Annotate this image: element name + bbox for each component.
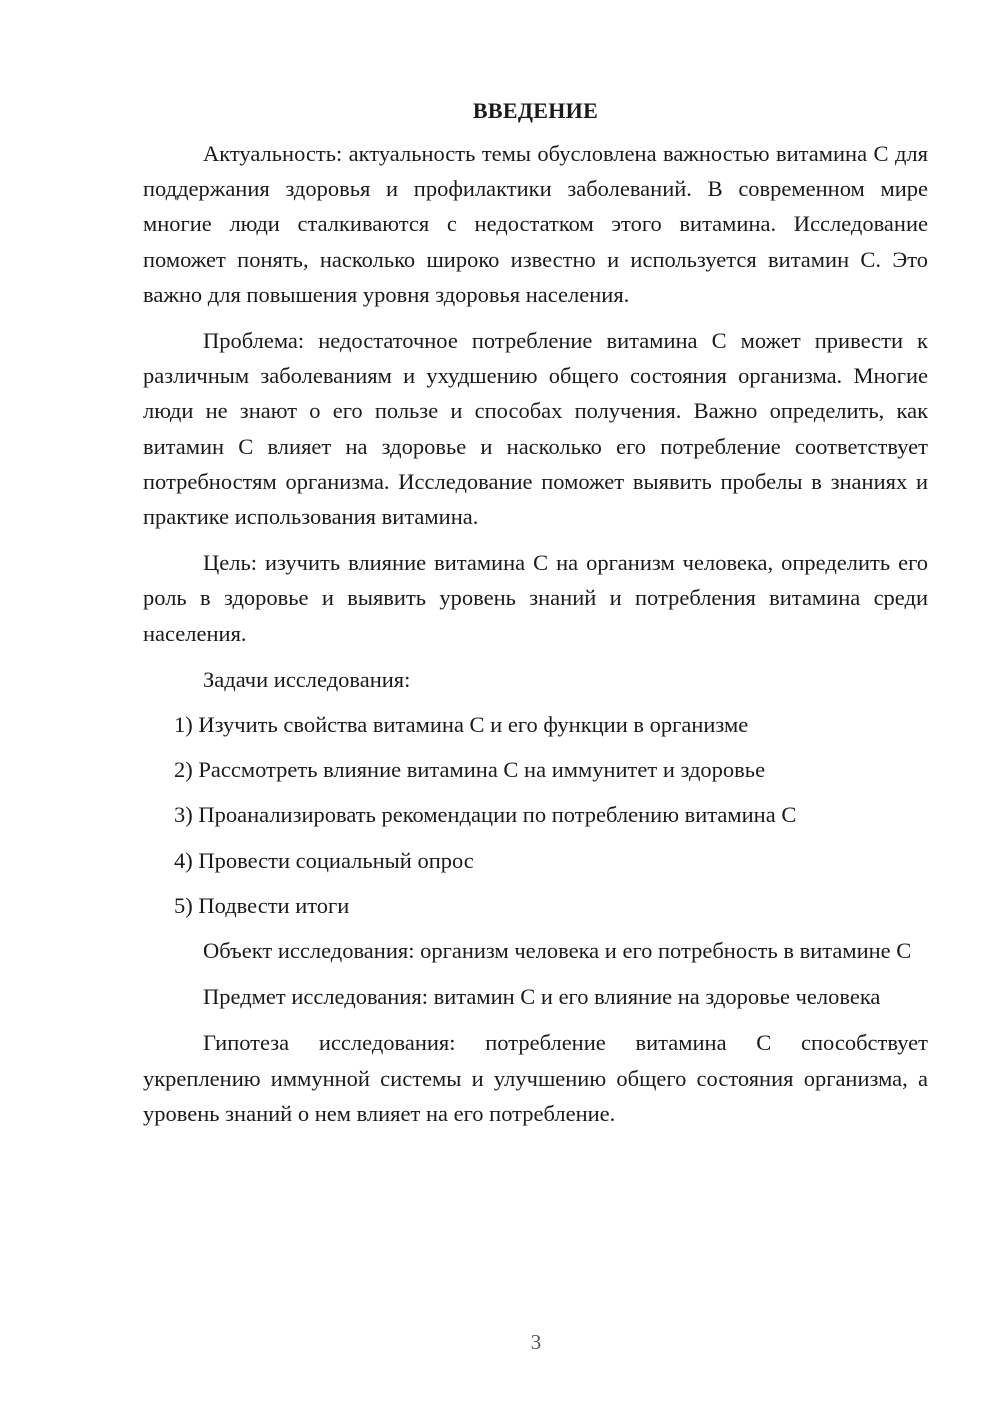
page-title: ВВЕДЕНИЕ — [472, 98, 599, 123]
problem-paragraph: Проблема: недостаточное потребление витамина С может привести к различным заболеваниям и ухудшению общего состояния организма. Многие люди не знают о его пользе и способах получения. Важно определить, как витамин С влияет на здоровье и насколько его потребление соответствует потребностям организма. Исследование поможет выявить пробелы в знаниях и практике использования витамина. — [143, 328, 928, 530]
tasks-heading: Задачи исследования: — [203, 666, 411, 692]
tasks-list — [143, 707, 928, 923]
research-object-paragraph: Объект исследования: организм человека и его потребность в витамине С — [203, 938, 912, 964]
task-item: 2) Рассмотреть влияние витамина С на иммунитет и здоровье — [174, 757, 766, 783]
task-item: 4) Провести социальный опрос — [174, 847, 474, 873]
task-item: 3) Проанализировать рекомендации по потреблению витамина С — [174, 802, 797, 828]
page-number: 3 — [530, 1330, 542, 1354]
hypothesis-paragraph: Гипотеза исследования: потребление витамина С способствует укреплению иммунной системы и улучшению общего состояния организма, а уровень знаний о нем влияет на его потребление. — [143, 1030, 928, 1126]
page-content — [143, 94, 928, 1142]
task-item: 1) Изучить свойства витамина С и его функции в организме — [174, 712, 749, 738]
relevance-paragraph: Актуальность: актуальность темы обусловлена важностью витамина С для поддержания здоровья и профилактики заболеваний. В современном мире многие люди сталкиваются с недостатком этого витамина. Исследование поможет понять, насколько широко известно и используется витамин С. Это важно для повышения уровня здоровья населения. — [143, 141, 928, 307]
goal-paragraph: Цель: изучить влияние витамина С на организм человека, определить его роль в здоровье и выявить уровень знаний и потребления витамина среди населения. — [143, 550, 928, 646]
research-subject-paragraph: Предмет исследования: витамин С и его влияние на здоровье человека — [203, 984, 881, 1010]
task-item: 5) Подвести итоги — [174, 892, 350, 918]
